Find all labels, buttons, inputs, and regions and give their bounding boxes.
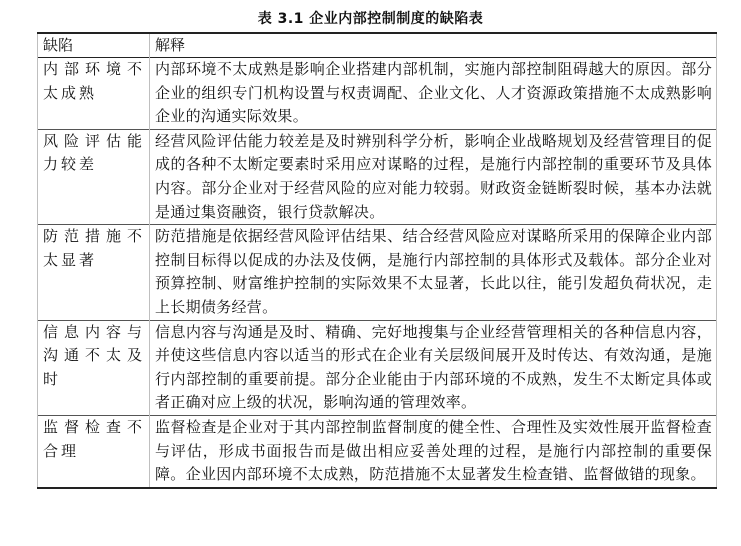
table-row [38, 129, 717, 224]
table-row [38, 320, 717, 415]
defect-cell: 信息内容与沟通不太及时 [38, 320, 150, 415]
explanation-cell: 经营风险评估能力较差是及时辨别科学分析，影响企业战略规划及经营管理目的促成的各种不太断定要素时采用应对谋略的过程，是施行内部控制的重要环节及具体内容。部分企业对于经营风险的应对能力较弱。财政资金链断裂时候，基本办法就是通过集资融资，银行贷款解决。 [150, 129, 717, 224]
table-row [38, 58, 717, 130]
defect-cell: 防范措施不太显著 [38, 225, 150, 320]
table-header-row [38, 33, 717, 58]
defect-cell: 监督检查不合理 [38, 415, 150, 487]
table-row [38, 225, 717, 320]
explanation-cell: 监督检查是企业对于其内部控制监督制度的健全性、合理性及实效性展开监督检查与评估，形成书面报告而是做出相应妥善处理的过程，是施行内部控制的重要保障。企业因内部环境不太成熟，防范措施不太显著发生检查错、监督做错的现象。 [150, 415, 717, 487]
table-row [38, 415, 717, 487]
explanation-cell: 信息内容与沟通是及时、精确、完好地搜集与企业经营管理相关的各种信息内容，并使这些信息内容以适当的形式在企业有关层级间展开及时传达、有效沟通，是施行内部控制的重要前提。部分企业能由于内部环境的不成熟，发生不太断定具体或者正确对应上级的状况，影响沟通的管理效率。 [150, 320, 717, 415]
defects-table [37, 32, 717, 489]
header-explanation: 解释 [150, 33, 717, 58]
explanation-cell: 防范措施是依据经营风险评估结果、结合经营风险应对谋略所采用的保障企业内部控制目标得以促成的办法及伎俩，是施行内部控制的具体形式及载体。部分企业对预算控制、财富维护控制的实际效果不太显著，长此以往，能引发超负荷状况，走上长期债务经营。 [150, 225, 717, 320]
explanation-cell: 内部环境不太成熟是影响企业搭建内部机制，实施内部控制阻碍越大的原因。部分企业的组织专门机构设置与权责调配、企业文化、人才资源政策措施不太成熟影响企业的沟通实际效果。 [150, 58, 717, 130]
table-caption: 表 3.1 企业内部控制制度的缺陷表 [257, 11, 484, 27]
header-defect: 缺陷 [38, 33, 150, 58]
defect-cell: 风险评估能力较差 [38, 129, 150, 224]
defect-cell: 内部环境不太成熟 [38, 58, 150, 130]
